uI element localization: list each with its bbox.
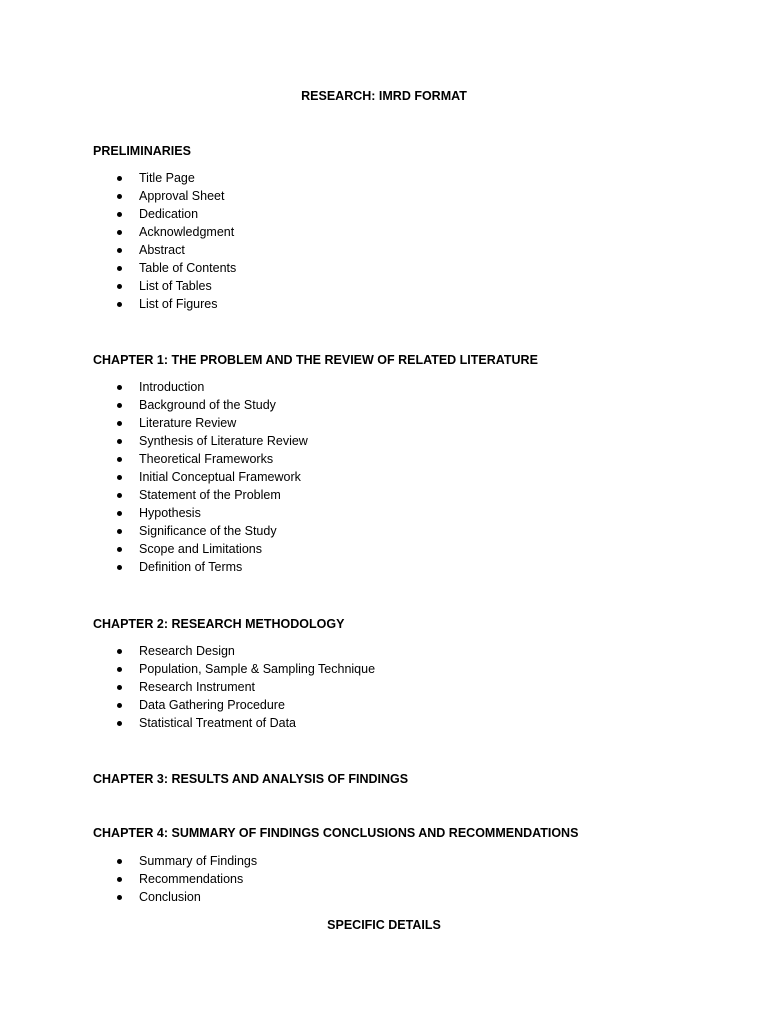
list-item (93, 852, 257, 870)
bullet-icon (117, 439, 122, 444)
preliminaries-list (93, 169, 236, 313)
bullet-icon (117, 649, 122, 654)
section-heading-chapter-1: CHAPTER 1: THE PROBLEM AND THE REVIEW OF RELATED LITERATURE (93, 353, 538, 367)
bullet-icon (117, 385, 122, 390)
bullet-icon (117, 176, 122, 181)
list-item (93, 660, 375, 678)
list-item (93, 277, 236, 295)
list-item-label: Research Instrument (139, 680, 256, 694)
list-item (93, 450, 308, 468)
bullet-icon (117, 248, 122, 253)
list-item-label: Title Page (139, 171, 195, 185)
list-item-label: Table of Contents (139, 261, 237, 275)
bullet-icon (117, 284, 122, 289)
bullet-icon (117, 475, 122, 480)
bullet-icon (117, 511, 122, 516)
list-item (93, 486, 308, 504)
list-item (93, 414, 308, 432)
bullet-icon (117, 721, 122, 726)
section-heading-chapter-3: CHAPTER 3: RESULTS AND ANALYSIS OF FINDINGS (93, 772, 409, 786)
list-item (93, 295, 236, 313)
list-item-label: Background of the Study (139, 398, 276, 412)
bullet-icon (117, 212, 122, 217)
list-item-label: Theoretical Frameworks (139, 452, 274, 466)
list-item-label: Definition of Terms (139, 560, 243, 574)
list-item (93, 870, 257, 888)
bullet-icon (117, 685, 122, 690)
list-item (93, 259, 236, 277)
chapter-1-list (93, 378, 308, 576)
list-item (93, 678, 375, 696)
list-item-label: Research Design (139, 644, 235, 658)
list-item-label: Statement of the Problem (139, 488, 281, 502)
list-item-label: Acknowledgment (139, 225, 235, 239)
specific-details-heading: SPECIFIC DETAILS (327, 918, 441, 932)
chapter-2-list (93, 642, 375, 732)
list-item-label: Abstract (139, 243, 185, 257)
list-item-label: Significance of the Study (139, 524, 277, 538)
list-item-label: Scope and Limitations (139, 542, 262, 556)
list-item (93, 468, 308, 486)
bullet-icon (117, 667, 122, 672)
list-item-label: List of Figures (139, 297, 218, 311)
list-item-label: Summary of Findings (139, 854, 258, 868)
bullet-icon (117, 457, 122, 462)
list-item (93, 714, 375, 732)
bullet-icon (117, 302, 122, 307)
list-item-label: Statistical Treatment of Data (139, 716, 297, 730)
chapter-4-list (93, 852, 257, 906)
list-item-label: Literature Review (139, 416, 237, 430)
bullet-icon (117, 230, 122, 235)
list-item-label: Hypothesis (139, 506, 201, 520)
section-heading-chapter-4: CHAPTER 4: SUMMARY OF FINDINGS CONCLUSIONS AND RECOMMENDATIONS (93, 826, 579, 840)
bullet-icon (117, 859, 122, 864)
bullet-icon (117, 493, 122, 498)
list-item (93, 205, 236, 223)
list-item-label: Approval Sheet (139, 189, 225, 203)
document-title: RESEARCH: IMRD FORMAT (301, 89, 467, 103)
list-item (93, 241, 236, 259)
bullet-icon (117, 547, 122, 552)
list-item (93, 642, 375, 660)
section-heading-chapter-2: CHAPTER 2: RESEARCH METHODOLOGY (93, 617, 345, 631)
list-item-label: Population, Sample & Sampling Technique (139, 662, 376, 676)
list-item-label: List of Tables (139, 279, 212, 293)
list-item (93, 396, 308, 414)
bullet-icon (117, 421, 122, 426)
list-item-label: Dedication (139, 207, 199, 221)
list-item (93, 432, 308, 450)
list-item (93, 540, 308, 558)
bullet-icon (117, 266, 122, 271)
bullet-icon (117, 403, 122, 408)
list-item (93, 169, 236, 187)
bullet-icon (117, 703, 122, 708)
list-item-label: Synthesis of Literature Review (139, 434, 308, 448)
list-item (93, 187, 236, 205)
list-item-label: Conclusion (139, 890, 201, 904)
list-item (93, 888, 257, 906)
list-item (93, 504, 308, 522)
bullet-icon (117, 565, 122, 570)
section-heading-preliminaries: PRELIMINARIES (93, 144, 191, 158)
list-item (93, 378, 308, 396)
list-item-label: Recommendations (139, 872, 244, 886)
list-item-label: Initial Conceptual Framework (139, 470, 301, 484)
bullet-icon (117, 529, 122, 534)
bullet-icon (117, 877, 122, 882)
list-item (93, 522, 308, 540)
list-item-label: Data Gathering Procedure (139, 698, 285, 712)
bullet-icon (117, 194, 122, 199)
list-item (93, 558, 308, 576)
bullet-icon (117, 895, 122, 900)
list-item (93, 223, 236, 241)
list-item (93, 696, 375, 714)
list-item-label: Introduction (139, 380, 205, 394)
